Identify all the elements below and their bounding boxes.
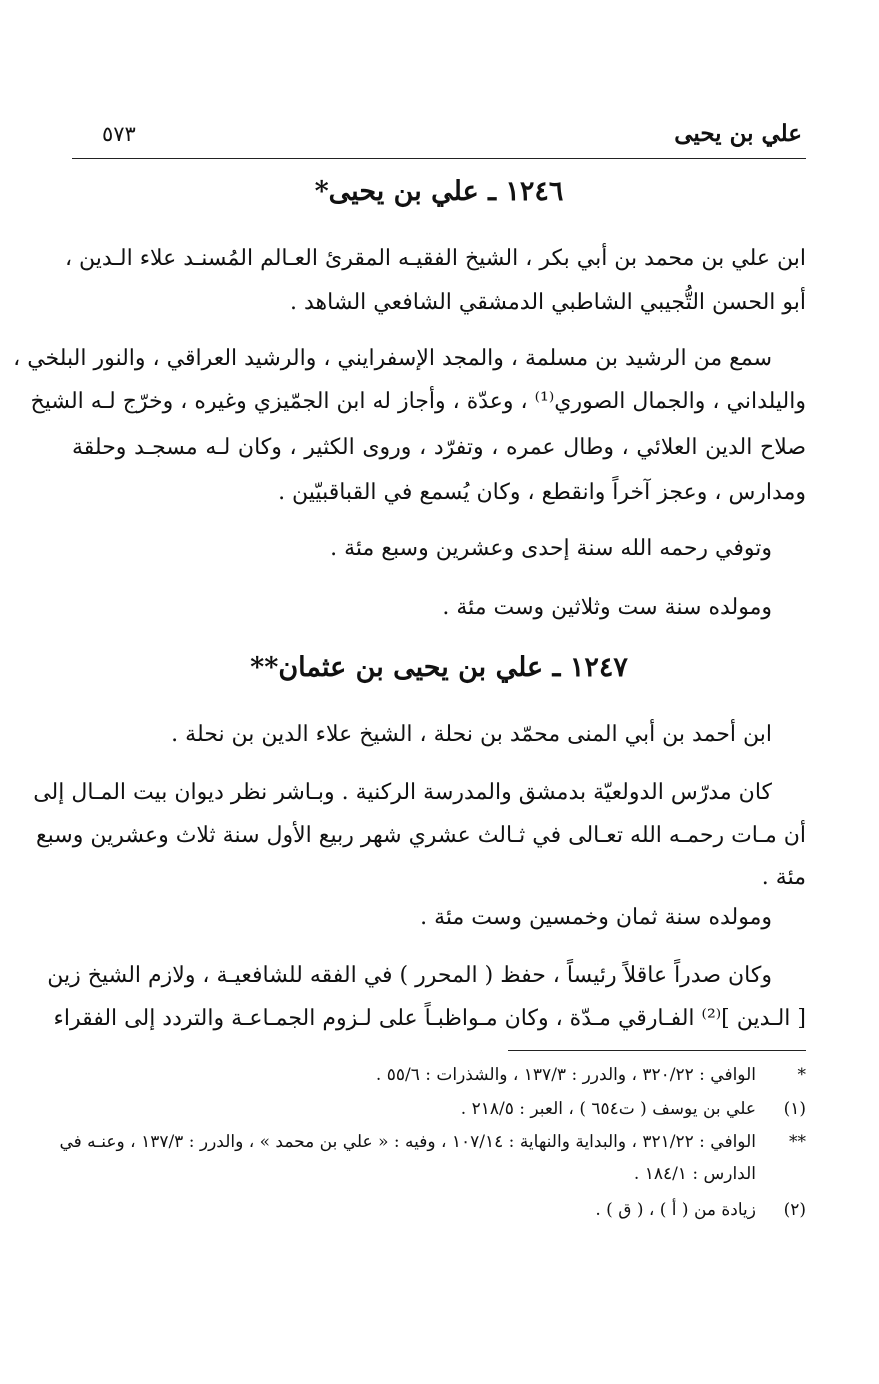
entry-heading-1247: ١٢٤٧ ـ علي بن يحيى بن عثمان** [250, 652, 628, 683]
footnote-text: زيادة من ( أ ) ، ( ق ) . [595, 1200, 756, 1220]
footnote-marker: (٢) [783, 1200, 806, 1220]
entry-heading-1246: ١٢٤٦ ـ علي بن يحيى* [314, 176, 564, 207]
page-header [72, 118, 806, 159]
entry-1246-line-3: سمع من الرشيد بن مسلمة ، والمجد الإسفرايني ، والرشيد العراقي ، والنور البلخي ، [13, 346, 772, 371]
entry-1246-line-2: أبو الحسن التُّجيبي الشاطبي الدمشقي الشافعي الشاهد . [290, 290, 806, 315]
footnote-marker: ** [789, 1132, 806, 1152]
footnote-2 [72, 1196, 806, 1224]
page-number: ٥٧٣ [102, 122, 136, 146]
entry-1247-line-4: مئة . [761, 865, 806, 890]
entry-1246-line-6: ومدارس ، وعجز آخراً وانقطع ، وكان يُسمع في القباقبيّين . [278, 480, 806, 505]
footnote-double-star [59, 1128, 806, 1156]
entry-1247-line-1: ابن أحمد بن أبي المنى محمّد بن نحلة ، الشيخ علاء الدين بن نحلة . [171, 722, 772, 747]
entry-1246-line-1: ابن علي بن محمد بن أبي بكر ، الشيخ الفقيـه المقرئ العـالم المُسنـد علاء الـدين ، [64, 246, 806, 271]
running-title: علي بن يحيى [674, 120, 802, 147]
entry-1247-line-6: وكان صدراً عاقلاً رئيساً ، حفظ ( المحرر ) في الفقه للشافعيـة ، ولازم الشيخ زين [47, 963, 772, 988]
entry-1246-line-4: واليلداني ، والجمال الصوري⁽¹⁾ ، وعدّة ، وأجاز له ابن الجمّيزي وغيره ، وخرّج لـه الشيخ [30, 389, 806, 414]
footnote-marker: * [797, 1065, 806, 1085]
entry-1247-line-2: كان مدرّس الدولعيّة بدمشق والمدرسة الركنية . وبـاشر نظر ديوان بيت المـال إلى [33, 780, 772, 805]
footnote-rule [508, 1050, 806, 1051]
entry-1246-death: وتوفي رحمه الله سنة إحدى وعشرين وسبع مئة . [330, 536, 772, 561]
footnote-double-star-cont [72, 1160, 806, 1188]
footnote-marker: (١) [783, 1099, 806, 1119]
footnote-text: الدارس : ١٨٤/١ . [633, 1164, 756, 1184]
entry-1247-line-3: أن مـات رحمـه الله تعـالى في ثـالث عشري شهر ربيع الأول سنة ثلاث وعشرين وسبع [35, 823, 806, 848]
entry-1247-line-7: [ الـدين ]⁽²⁾ الفـارقي مـدّة ، وكان مـواظبـاً على لـزوم الجمـاعـة والتردد إلى الفقراء [53, 1006, 806, 1031]
footnote-text: الوافي : ٣٢١/٢٢ ، والبداية والنهاية : ١٠٧/١٤ ، وفيه : « علي بن محمد » ، والدرر : ١٣٧/٣ ، وعنـه في [59, 1132, 756, 1152]
footnote-1 [72, 1095, 806, 1123]
entry-1247-birth: ومولده سنة ثمان وخمسين وست مئة . [420, 905, 772, 930]
footnote-text: الوافي : ٣٢٠/٢٢ ، والدرر : ١٣٧/٣ ، والشذرات : ٥٥/٦ . [375, 1065, 756, 1085]
footnote-text: علي بن يوسف ( ت٦٥٤ ) ، العبر : ٢١٨/٥ . [460, 1099, 756, 1119]
entry-1246-birth: ومولده سنة ست وثلاثين وست مئة . [442, 595, 772, 620]
footnote-star [72, 1061, 806, 1089]
entry-1246-line-5: صلاح الدين العلائي ، وطال عمره ، وتفرّد ، وروى الكثير ، وكان لـه مسجـد وحلقة [72, 435, 806, 460]
